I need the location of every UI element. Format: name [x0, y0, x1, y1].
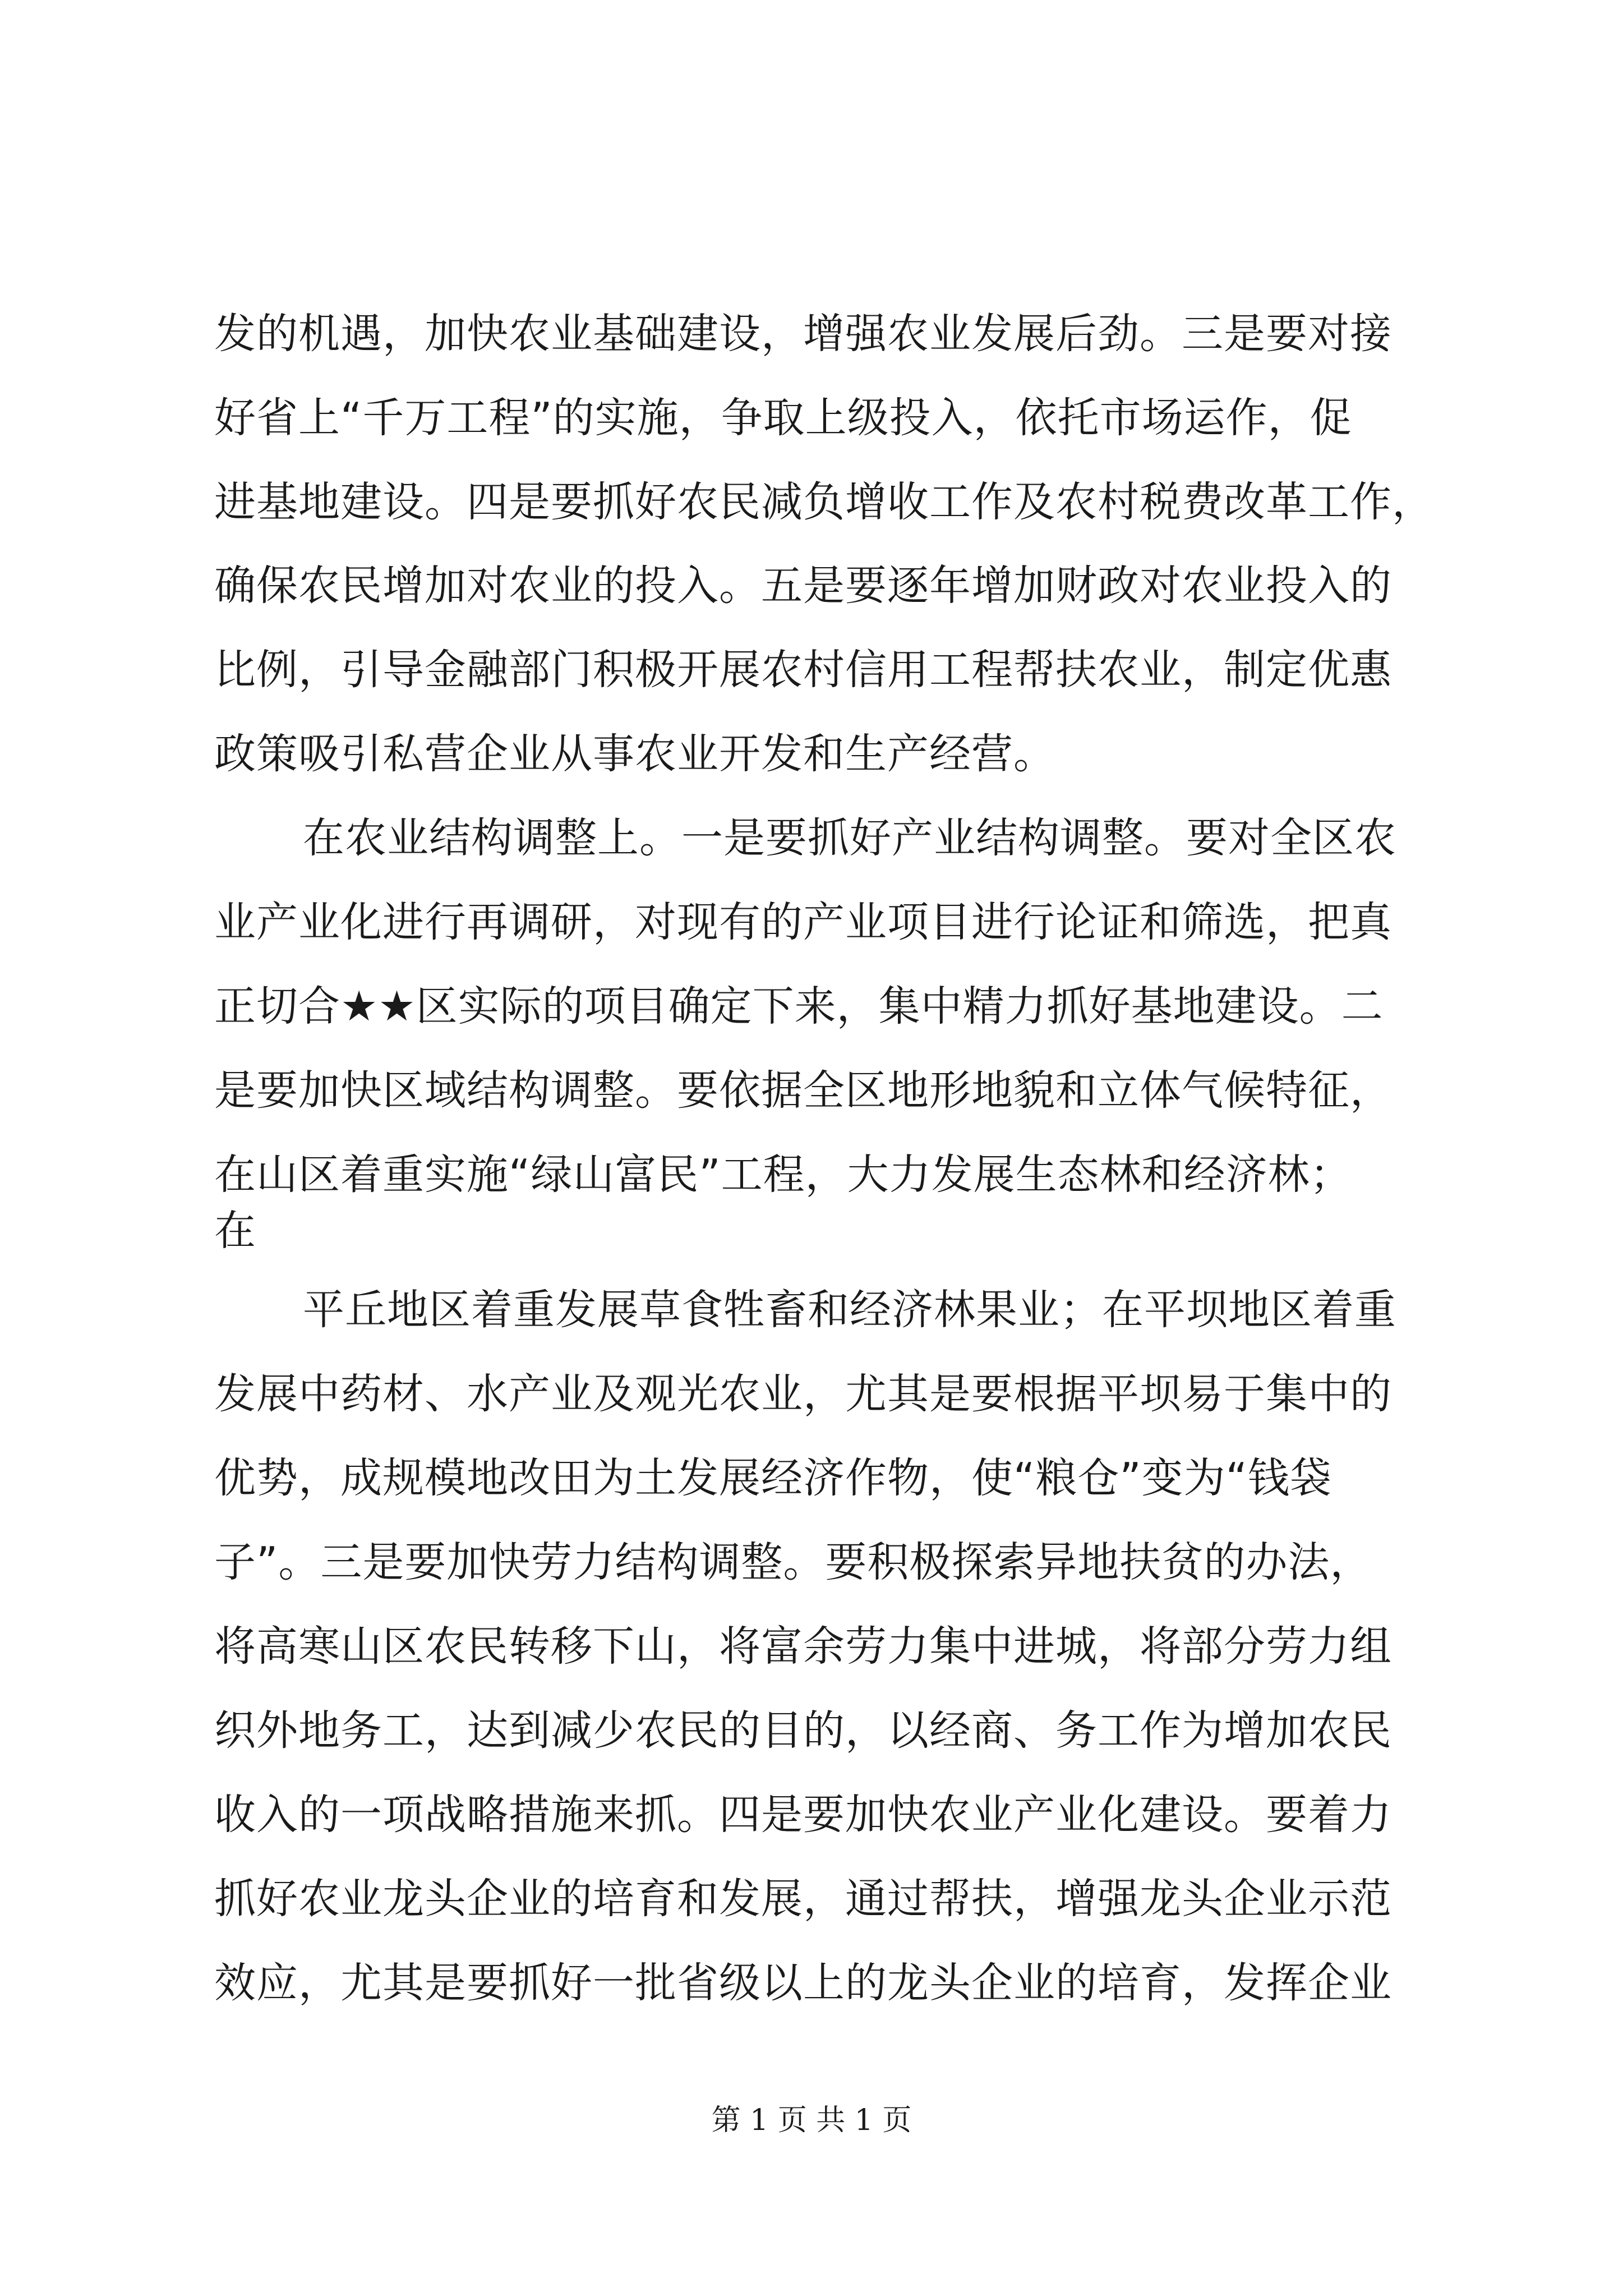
text-line: 在	[214, 1207, 256, 1255]
text-line: 发的机遇，加快农业基础建设，增强农业发展后劲。三是要对接	[214, 310, 1392, 358]
text-line: 进基地建设。四是要抓好农民减负增收工作及农村税费改革工作，	[214, 478, 1434, 526]
text-line: 子”。三是要加快劳力结构调整。要积极探索异地扶贫的办法，	[214, 1538, 1372, 1586]
text-line: 业产业化进行再调研，对现有的产业项目进行论证和筛选，把真	[214, 898, 1392, 946]
text-line: 正切合★★区实际的项目确定下来，集中精力抓好基地建设。二	[214, 982, 1384, 1030]
text-line: 抓好农业龙头企业的培育和发展，通过帮扶，增强龙头企业示范	[214, 1875, 1392, 1923]
text-line: 效应，尤其是要抓好一批省级以上的龙头企业的培育，发挥企业	[214, 1959, 1392, 2007]
text-line: 好省上“千万工程”的实施，争取上级投入，依托市场运作，促	[214, 394, 1352, 442]
text-line: 优势，成规模地改田为土发展经济作物，使“粮仓”变为“钱袋	[214, 1454, 1332, 1502]
paragraph-first-line: 在农业结构调整上。一是要抓好产业结构调整。要对全区农	[303, 814, 1396, 862]
paragraph-first-line: 平丘地区着重发展草食牲畜和经济林果业；在平坝地区着重	[303, 1286, 1396, 1334]
text-line: 政策吸引私营企业从事农业开发和生产经营。	[214, 730, 1055, 778]
text-line: 将高寒山区农民转移下山，将富余劳力集中进城，将部分劳力组	[214, 1622, 1392, 1671]
text-line: 是要加快区域结构调整。要依据全区地形地貌和立体气候特征，	[214, 1066, 1392, 1115]
page-number-footer: 第 1 页 共 1 页	[711, 2104, 912, 2137]
text-line: 确保农民增加对农业的投入。五是要逐年增加财政对农业投入的	[214, 562, 1392, 610]
text-line: 收入的一项战略措施来抓。四是要加快农业产业化建设。要着力	[214, 1791, 1392, 1839]
text-line: 在山区着重实施“绿山富民”工程，大力发展生态林和经济林；	[214, 1151, 1352, 1199]
text-line: 织外地务工，达到减少农民的目的，以经商、务工作为增加农民	[214, 1706, 1392, 1755]
text-line: 发展中药材、水产业及观光农业，尤其是要根据平坝易于集中的	[214, 1370, 1392, 1418]
text-line: 比例，引导金融部门积极开展农村信用工程帮扶农业，制定优惠	[214, 646, 1392, 694]
